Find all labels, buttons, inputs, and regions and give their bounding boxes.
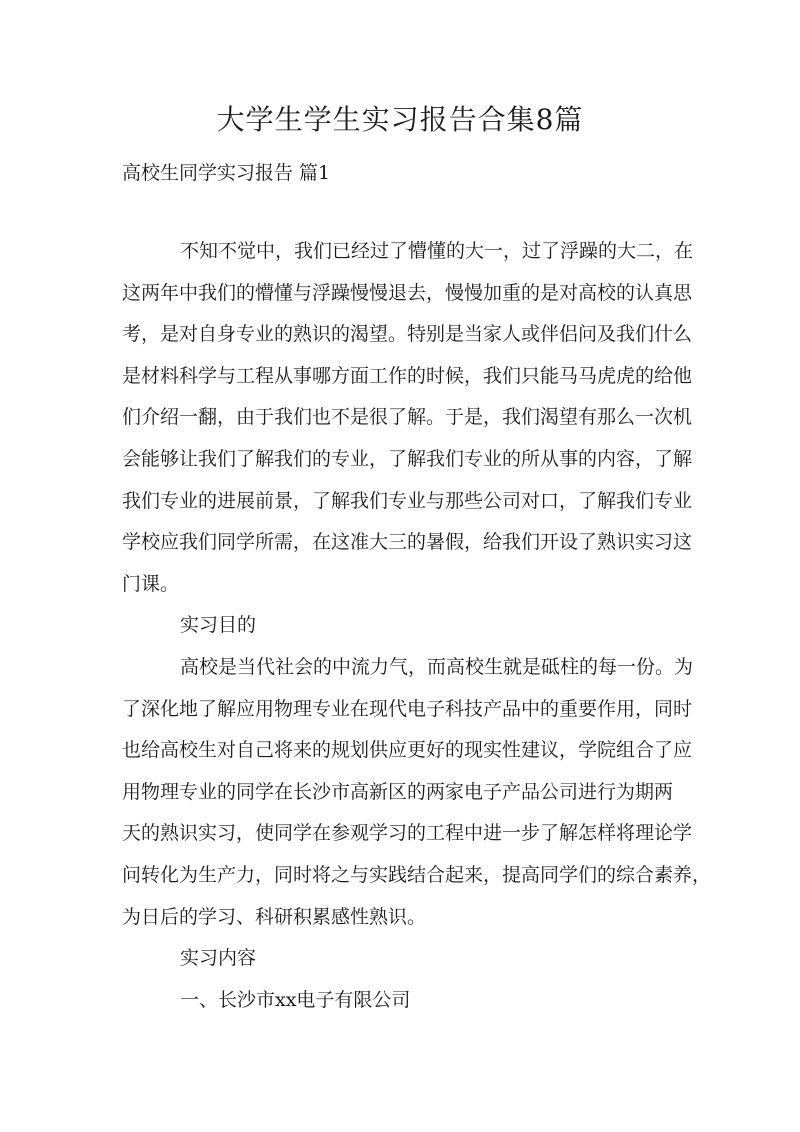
text-line: 学校应我们同学所需，在这准大三的暑假，给我们开设了熟识实习这 xyxy=(122,531,693,554)
text-line: 一、长沙市xx电子有限公司 xyxy=(180,988,411,1011)
text-line: 实习内容 xyxy=(180,947,257,970)
text-line: 高校是当代社会的中流力气，而高校生就是砥柱的每一份。为 xyxy=(180,655,694,678)
text-line: 实习目的 xyxy=(180,614,257,637)
text-line: 用物理专业的同学在长沙市高新区的两家电子产品公司进行为期两 xyxy=(122,780,674,803)
text-line: 不知不觉中，我们已经过了懵懂的大一，过了浮躁的大二，在 xyxy=(180,240,694,262)
section-heading: 高校生同学实习报告 篇1 xyxy=(122,162,331,184)
text-line: 会能够让我们了解我们的专业，了解我们专业的所从事的内容，了解 xyxy=(122,447,693,470)
text-line: 问转化为生产力，同时将之与实践结合起来，提高同学们的综合素养， xyxy=(122,863,712,886)
document-title: 大学生学生实习报告合集8篇 xyxy=(216,103,584,136)
text-line: 了深化地了解应用物理专业在现代电子科技产品中的重要作用，同时 xyxy=(122,697,693,720)
text-line: 考，是对自身专业的熟识的渴望。特别是当家人或伴侣问及我们什么 xyxy=(122,323,693,346)
text-line: 也给高校生对自己将来的规划供应更好的现实性建议，学院组合了应 xyxy=(122,739,693,762)
text-line: 门课。 xyxy=(122,572,180,595)
text-line: 天的熟识实习，使同学在参观学习的工程中进一步了解怎样将理论学 xyxy=(122,822,693,845)
text-line: 为日后的学习、科研积累感性熟识。 xyxy=(122,905,427,928)
text-line: 是材料科学与工程从事哪方面工作的时候，我们只能马马虎虎的给他 xyxy=(122,364,693,387)
text-line: 我们专业的进展前景，了解我们专业与那些公司对口，了解我们专业 xyxy=(122,489,693,512)
text-line: 们介绍一翻，由于我们也不是很了解。于是，我们渴望有那么一次机 xyxy=(122,406,693,429)
text-line: 这两年中我们的懵懂与浮躁慢慢退去，慢慢加重的是对高校的认真思 xyxy=(122,281,693,304)
document-body xyxy=(122,238,712,1028)
